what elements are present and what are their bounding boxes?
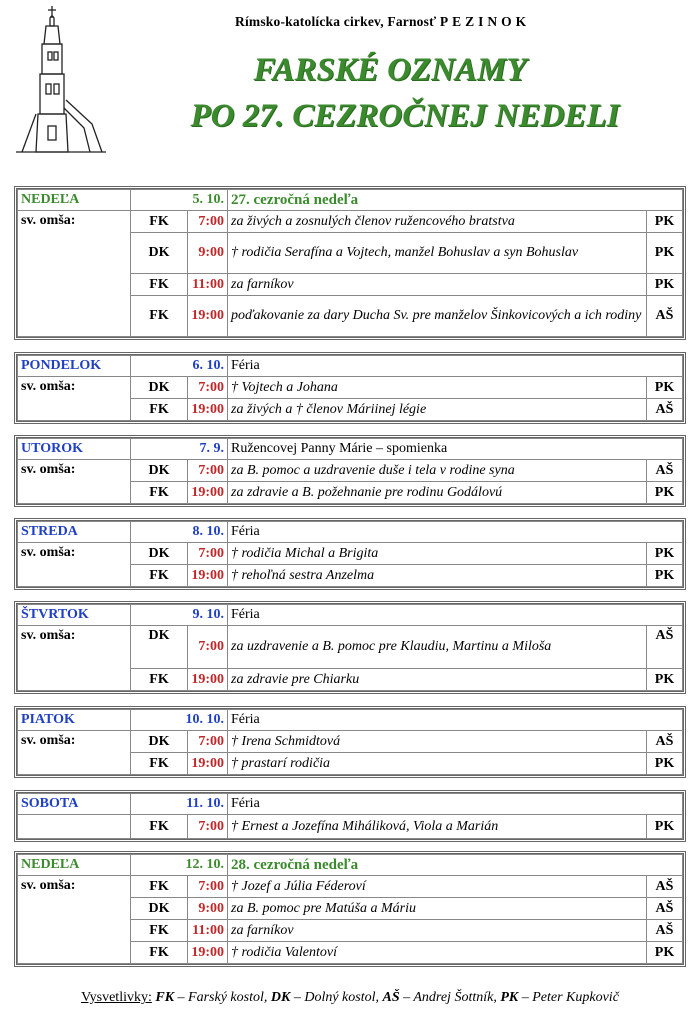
- mass-label: sv. omša:: [18, 211, 131, 337]
- town-name: PEZINOK: [439, 14, 531, 29]
- day-feast: Ružencovej Panny Márie – spomienka: [228, 439, 683, 460]
- mass-priest: PK: [646, 669, 682, 691]
- mass-time: 7:00: [188, 815, 228, 839]
- mass-church: FK: [131, 753, 188, 775]
- day-block-saturday: [14, 790, 686, 842]
- mass-priest: AŠ: [647, 920, 683, 942]
- mass-intention: † rodičia Serafína a Vojtech, manžel Bohuslav a syn Bohuslav: [228, 233, 647, 274]
- mass-label: sv. omša:: [18, 377, 131, 421]
- mass-priest: PK: [646, 753, 682, 775]
- legend-abbr: FK: [155, 990, 175, 1005]
- day-name: PONDELOK: [18, 356, 131, 377]
- mass-priest: AŠ: [646, 460, 682, 482]
- mass-intention: za farníkov: [228, 920, 647, 942]
- mass-time: 7:00: [188, 460, 228, 482]
- mass-church: FK: [131, 942, 188, 964]
- day-block-sunday-12: [14, 851, 686, 967]
- mass-time: 19:00: [188, 296, 228, 337]
- day-feast: Féria: [228, 605, 683, 626]
- mass-time: 7:00: [188, 211, 228, 233]
- mass-time: 7:00: [188, 377, 228, 399]
- mass-time: 9:00: [188, 898, 228, 920]
- mass-label: sv. omša:: [18, 876, 131, 964]
- mass-church: DK: [131, 543, 188, 565]
- day-block-wednesday: [14, 518, 686, 590]
- day-name: PIATOK: [18, 710, 131, 731]
- mass-label: sv. omša:: [18, 460, 131, 504]
- legend-text: – Farský kostol,: [177, 990, 268, 1005]
- day-feast: 27. cezročná nedeľa: [228, 190, 683, 211]
- day-date: 11. 10.: [131, 794, 228, 815]
- mass-priest: PK: [646, 565, 682, 587]
- day-name: ŠTVRTOK: [18, 605, 131, 626]
- mass-intention: † rehoľná sestra Anzelma: [228, 565, 647, 587]
- mass-church: DK: [131, 898, 188, 920]
- mass-priest: PK: [646, 815, 682, 839]
- mass-time: 19:00: [188, 565, 228, 587]
- mass-intention: † Jozef a Júlia Féderoví: [228, 876, 647, 898]
- mass-priest: AŠ: [646, 626, 682, 669]
- mass-label: sv. omša:: [18, 626, 131, 691]
- day-name: STREDA: [18, 522, 131, 543]
- parish-name: [235, 14, 530, 30]
- mass-time: 9:00: [188, 233, 228, 274]
- mass-intention: † Ernest a Jozefína Miháliková, Viola a Marián: [228, 815, 647, 839]
- mass-time: 11:00: [188, 274, 228, 296]
- mass-time: 19:00: [188, 669, 228, 691]
- day-date: 6. 10.: [131, 356, 228, 377]
- mass-priest: AŠ: [646, 731, 682, 753]
- day-block-sunday-5: [14, 186, 686, 340]
- day-feast: Féria: [228, 710, 683, 731]
- mass-label: sv. omša:: [18, 543, 131, 587]
- mass-priest: PK: [646, 543, 682, 565]
- page-title-line1: FARSKÉ OZNAMY: [253, 52, 527, 88]
- legend-text: – Dolný kostol,: [293, 990, 379, 1005]
- mass-label: sv. omša:: [18, 731, 131, 775]
- mass-church: FK: [131, 296, 188, 337]
- page-header: [0, 0, 700, 180]
- mass-time: 19:00: [188, 399, 228, 421]
- mass-time: 7:00: [188, 876, 228, 898]
- day-block-tuesday: [14, 435, 686, 507]
- day-name: SOBOTA: [18, 794, 131, 815]
- mass-time: 7:00: [188, 543, 228, 565]
- mass-priest: AŠ: [647, 898, 683, 920]
- mass-church: DK: [131, 731, 188, 753]
- mass-intention: za B. pomoc pre Matúša a Máriu: [228, 898, 647, 920]
- mass-church: FK: [131, 876, 188, 898]
- day-block-monday: [14, 352, 686, 424]
- mass-priest: PK: [647, 274, 683, 296]
- day-feast: Féria: [228, 522, 683, 543]
- mass-church: FK: [131, 669, 188, 691]
- mass-priest: AŠ: [646, 399, 682, 421]
- mass-label-empty: [18, 815, 131, 839]
- legend-abbr: AŠ: [382, 990, 400, 1005]
- legend-label: Vysvetlivky:: [81, 990, 152, 1005]
- day-name: NEDEĽA: [18, 855, 131, 876]
- day-feast: Féria: [228, 794, 683, 815]
- mass-intention: za živých a † členov Máriinej légie: [228, 399, 647, 421]
- mass-church: FK: [131, 920, 188, 942]
- mass-time: 19:00: [188, 753, 228, 775]
- day-date: 5. 10.: [131, 190, 228, 211]
- mass-intention: za zdravie a B. požehnanie pre rodinu Godálovú: [228, 482, 647, 504]
- day-feast: Féria: [228, 356, 683, 377]
- mass-intention: za zdravie pre Chiarku: [228, 669, 647, 691]
- mass-church: FK: [131, 399, 188, 421]
- mass-church: DK: [131, 233, 188, 274]
- mass-priest: PK: [647, 211, 683, 233]
- day-date: 10. 10.: [131, 710, 228, 731]
- mass-time: 19:00: [188, 482, 228, 504]
- mass-intention: † Vojtech a Johana: [228, 377, 647, 399]
- legend-abbr: DK: [270, 990, 291, 1005]
- mass-church: FK: [131, 565, 188, 587]
- mass-intention: † prastarí rodičia: [228, 753, 647, 775]
- mass-priest: PK: [646, 482, 682, 504]
- mass-priest: PK: [647, 942, 683, 964]
- mass-church: FK: [131, 482, 188, 504]
- day-block-thursday: [14, 601, 686, 694]
- mass-intention: za živých a zosnulých členov ružencového bratstva: [228, 211, 647, 233]
- mass-intention: † Irena Schmidtová: [228, 731, 647, 753]
- day-feast: 28. cezročná nedeľa: [228, 855, 683, 876]
- day-date: 8. 10.: [131, 522, 228, 543]
- legend: [0, 990, 700, 1006]
- mass-time: 7:00: [188, 731, 228, 753]
- legend-abbr: PK: [500, 990, 519, 1005]
- mass-intention: za farníkov: [228, 274, 647, 296]
- mass-time: 7:00: [188, 626, 228, 669]
- mass-time: 11:00: [188, 920, 228, 942]
- mass-church: FK: [131, 211, 188, 233]
- mass-intention: za uzdravenie a B. pomoc pre Klaudiu, Martinu a Miloša: [228, 626, 647, 669]
- mass-intention: † rodičia Valentoví: [228, 942, 647, 964]
- day-name: NEDEĽA: [18, 190, 131, 211]
- mass-time: 19:00: [188, 942, 228, 964]
- day-date: 7. 9.: [131, 439, 228, 460]
- mass-church: FK: [131, 274, 188, 296]
- mass-church: DK: [131, 626, 188, 669]
- mass-intention: za B. pomoc a uzdravenie duše i tela v rodine syna: [228, 460, 647, 482]
- mass-church: FK: [131, 815, 188, 839]
- legend-text: – Peter Kupkovič: [521, 990, 619, 1005]
- mass-intention: poďakovanie za dary Ducha Sv. pre manželov Šinkovicových a ich rodiny: [228, 296, 647, 337]
- mass-intention: † rodičia Michal a Brigita: [228, 543, 647, 565]
- day-date: 12. 10.: [131, 855, 228, 876]
- parish-label: Rímsko-katolícka cirkev, Farnosť: [235, 14, 437, 29]
- mass-priest: AŠ: [647, 296, 683, 337]
- day-date: 9. 10.: [131, 605, 228, 626]
- day-name: UTOROK: [18, 439, 131, 460]
- mass-priest: AŠ: [647, 876, 683, 898]
- mass-church: DK: [131, 460, 188, 482]
- page-title-line2: PO 27. CEZROČNEJ NEDELI: [190, 98, 620, 134]
- mass-priest: PK: [647, 233, 683, 274]
- mass-priest: PK: [646, 377, 682, 399]
- mass-church: DK: [131, 377, 188, 399]
- day-block-friday: [14, 706, 686, 778]
- legend-text: – Andrej Šottník,: [403, 990, 497, 1005]
